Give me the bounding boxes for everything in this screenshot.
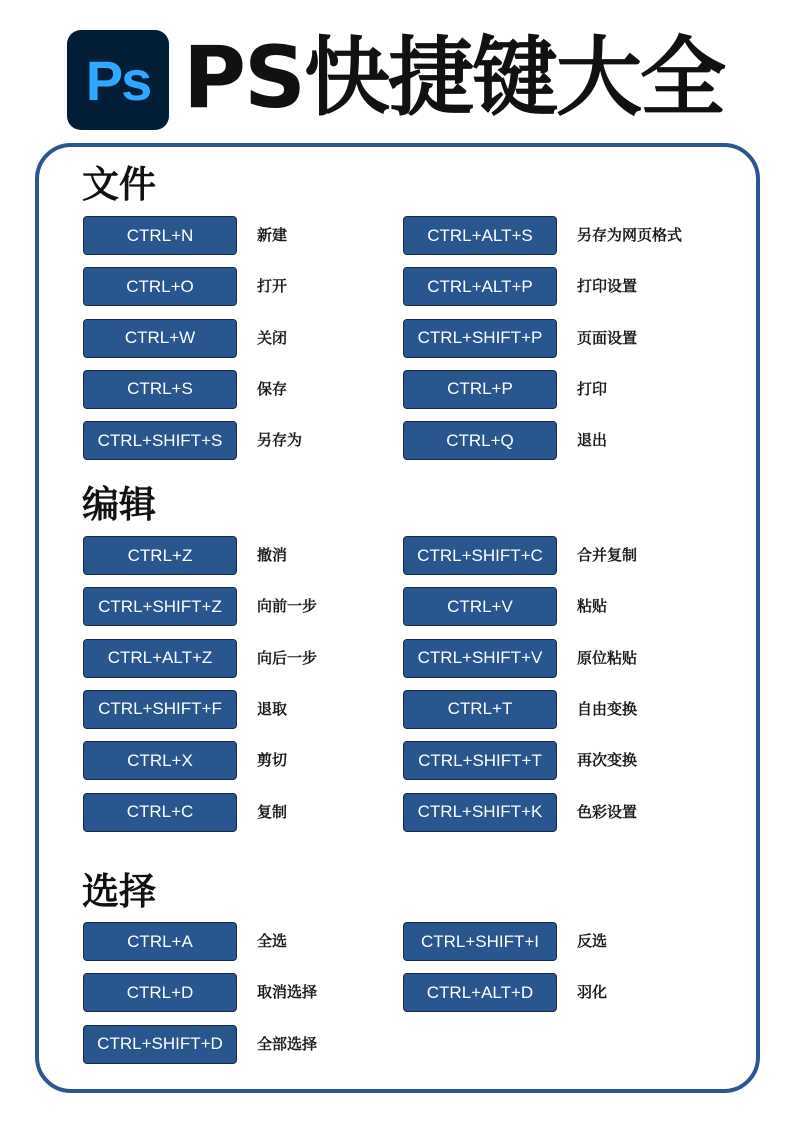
shortcut-description: 撤消 bbox=[257, 546, 288, 564]
shortcut-key-button[interactable]: CTRL+SHIFT+K bbox=[403, 793, 557, 832]
shortcut-description: 反选 bbox=[577, 932, 608, 950]
shortcut-description: 关闭 bbox=[257, 328, 288, 347]
section-title: 文件 bbox=[82, 163, 156, 206]
shortcut-key-button[interactable]: CTRL+SHIFT+P bbox=[403, 319, 557, 358]
shortcut-key-button[interactable]: CTRL+O bbox=[83, 267, 237, 306]
shortcut-key-button[interactable]: CTRL+ALT+P bbox=[403, 267, 557, 306]
shortcut-description: 打印设置 bbox=[577, 277, 638, 296]
shortcut-description: 退取 bbox=[257, 699, 288, 718]
shortcut-key-button[interactable]: CTRL+SHIFT+C bbox=[403, 536, 557, 575]
shortcut-description: 另存为网页格式 bbox=[577, 226, 683, 244]
shortcut-description: 全部选择 bbox=[257, 1034, 318, 1053]
shortcut-key-button[interactable]: CTRL+ALT+D bbox=[403, 973, 557, 1012]
shortcut-key-button[interactable]: CTRL+C bbox=[83, 793, 237, 832]
shortcut-key-button[interactable]: CTRL+T bbox=[403, 690, 557, 729]
shortcut-key-button[interactable]: CTRL+D bbox=[83, 973, 237, 1012]
page-title: PS快捷键大全 bbox=[183, 28, 724, 128]
shortcut-key-button[interactable]: CTRL+SHIFT+I bbox=[403, 922, 557, 961]
section-title: 编辑 bbox=[82, 483, 156, 526]
shortcut-key-button[interactable]: CTRL+SHIFT+T bbox=[403, 741, 557, 780]
shortcut-key-button[interactable]: CTRL+V bbox=[403, 587, 557, 626]
shortcut-description: 另存为 bbox=[257, 431, 303, 450]
shortcut-key-button[interactable]: CTRL+SHIFT+D bbox=[83, 1025, 237, 1064]
shortcut-key-button[interactable]: CTRL+X bbox=[83, 741, 237, 780]
shortcut-description: 新建 bbox=[257, 226, 288, 244]
shortcut-description: 页面设置 bbox=[577, 328, 638, 347]
shortcut-key-button[interactable]: CTRL+SHIFT+F bbox=[83, 690, 237, 729]
shortcut-description: 保存 bbox=[257, 379, 288, 398]
shortcut-description: 色彩设置 bbox=[577, 802, 638, 821]
logo-text: Ps bbox=[85, 48, 151, 112]
shortcut-key-button[interactable]: CTRL+SHIFT+Z bbox=[83, 587, 237, 626]
header bbox=[0, 0, 800, 140]
shortcut-description: 剪切 bbox=[257, 751, 288, 770]
shortcut-key-button[interactable]: CTRL+A bbox=[83, 922, 237, 961]
shortcut-description: 打开 bbox=[257, 277, 288, 296]
shortcut-description: 再次变换 bbox=[577, 751, 638, 770]
shortcut-key-button[interactable]: CTRL+ALT+Z bbox=[83, 639, 237, 678]
shortcut-key-button[interactable]: CTRL+Z bbox=[83, 536, 237, 575]
shortcut-description: 取消选择 bbox=[257, 983, 318, 1002]
shortcut-key-button[interactable]: CTRL+SHIFT+S bbox=[83, 421, 237, 460]
shortcut-description: 复制 bbox=[257, 802, 288, 821]
shortcut-description: 打印 bbox=[577, 379, 608, 398]
shortcut-key-button[interactable]: CTRL+SHIFT+V bbox=[403, 639, 557, 678]
shortcut-key-button[interactable]: CTRL+P bbox=[403, 370, 557, 409]
shortcut-description: 全选 bbox=[257, 932, 288, 950]
shortcut-key-button[interactable]: CTRL+N bbox=[83, 216, 237, 255]
shortcut-description: 退出 bbox=[577, 431, 608, 450]
shortcut-description: 向后一步 bbox=[257, 648, 318, 667]
shortcut-key-button[interactable]: CTRL+ALT+S bbox=[403, 216, 557, 255]
shortcut-description: 合并复制 bbox=[577, 546, 638, 564]
shortcut-key-button[interactable]: CTRL+Q bbox=[403, 421, 557, 460]
shortcut-description: 粘贴 bbox=[577, 597, 608, 616]
shortcut-key-button[interactable]: CTRL+S bbox=[83, 370, 237, 409]
shortcut-description: 向前一步 bbox=[257, 597, 318, 616]
shortcut-key-button[interactable]: CTRL+W bbox=[83, 319, 237, 358]
shortcut-description: 羽化 bbox=[577, 983, 608, 1002]
section-title: 选择 bbox=[82, 870, 156, 913]
shortcut-description: 原位粘贴 bbox=[577, 648, 638, 667]
photoshop-logo-icon bbox=[67, 30, 169, 130]
shortcut-description: 自由变换 bbox=[577, 699, 638, 718]
